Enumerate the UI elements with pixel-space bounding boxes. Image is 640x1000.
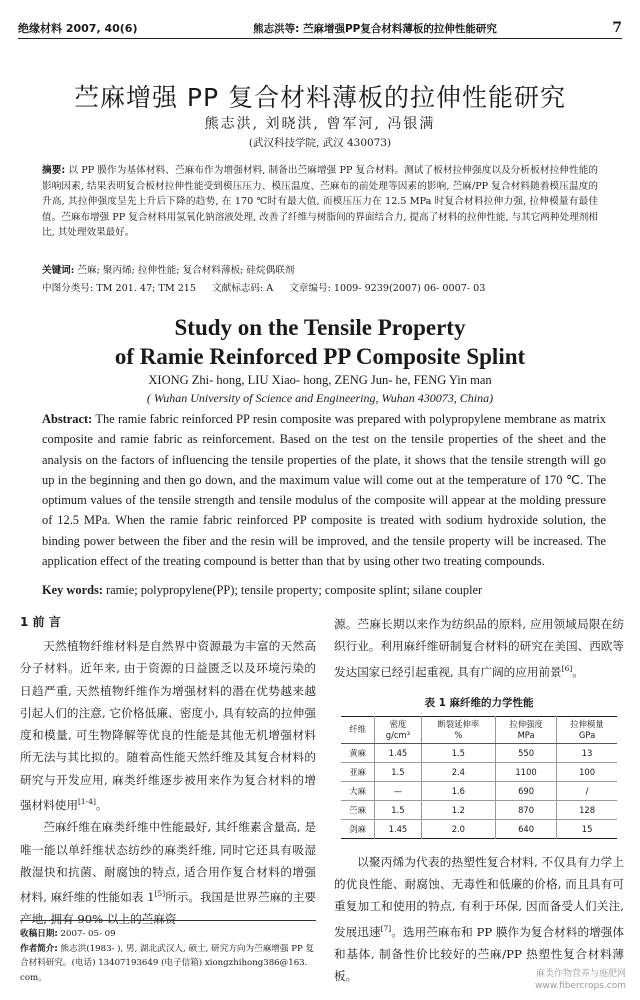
table-row <box>341 819 617 838</box>
table-cell: 690 <box>496 781 557 800</box>
citation: [7] <box>380 923 392 933</box>
classification-line <box>42 280 598 294</box>
english-keywords-text: ramie; polypropylene(PP); tensile property; composite splint; silane coupler <box>106 583 483 597</box>
table-cell: 1.2 <box>421 800 495 819</box>
chinese-keywords <box>42 262 598 276</box>
chinese-keywords-text: 苎麻; 聚丙烯; 拉伸性能; 复合材料薄板; 硅烷偶联剂 <box>77 265 295 276</box>
received-value: 2007- 05- 09 <box>60 929 116 939</box>
table-cell: 亚麻 <box>341 762 375 781</box>
table-cell: 2.4 <box>421 762 495 781</box>
english-keywords-label: Key words: <box>42 583 103 597</box>
english-abstract <box>42 409 606 571</box>
english-keywords <box>42 583 606 598</box>
table-row <box>341 781 617 800</box>
intro-paragraph-2-end: 所示。我国是世界苎麻的主要产地, 拥有 90% 以上的苎麻资 <box>20 889 316 927</box>
english-title-line1: Study on the Tensile Property <box>174 315 466 340</box>
clc-number: 中图分类号: TM 201. 47; TM 215 <box>42 283 197 294</box>
intro-paragraph-2 <box>20 816 316 930</box>
site-watermark <box>535 968 626 992</box>
polypropylene-paragraph <box>334 851 624 988</box>
table-cell: 1.5 <box>421 743 495 762</box>
chinese-authors: 熊志洪, 刘晓洪, 曾军河, 冯银满 <box>204 116 436 132</box>
table-caption: 表 1 麻纤维的力学性能 <box>424 696 534 709</box>
chinese-title: 苎麻增强 PP 复合材料薄板的拉伸性能研究 <box>73 83 567 112</box>
polypropylene-paragraph-end: 。选用苎麻布和 PP 膜作为复合材料的增强体和基体, 制备性价比较好的苎麻/PP 热塑性复合材料薄板。 <box>334 924 624 984</box>
watermark-line2: www.fibercrops.com <box>535 981 626 991</box>
running-header <box>18 18 622 39</box>
table-row <box>341 800 617 819</box>
table-cell: 13 <box>557 743 617 762</box>
table-cell: 100 <box>557 762 617 781</box>
table-cell: 1.45 <box>375 819 421 838</box>
continued-paragraph <box>334 613 624 683</box>
article-number: 文章编号: 1009- 9239(2007) 06- 0007- 03 <box>289 283 486 294</box>
received-label: 收稿日期: <box>20 929 58 939</box>
table-cell: 550 <box>496 743 557 762</box>
english-abstract-label: Abstract: <box>42 412 93 426</box>
intro-paragraph-1-end: 。 <box>95 797 108 812</box>
table-cell: 1.6 <box>421 781 495 800</box>
english-title <box>0 313 640 371</box>
table-cell: 1100 <box>496 762 557 781</box>
intro-paragraph-2-text: 苎麻纤维在麻类纤维中性能最好, 其纤维素含量高, 是唯一能以单纤维状态纺纱的麻类纤维, 同时它还具有吸湿散湿快和抗菌、耐腐蚀的特点, 适合用作复合材料的增强材料, 麻纤维的性能如表 1 <box>20 820 316 904</box>
table-cell: / <box>557 781 617 800</box>
continued-paragraph-text: 源。苎麻长期以来作为纺织品的原料, 应用领域局限在纺织行业。利用麻纤维研制复合材料的研究在美国、西欧等发达国家已经引起重视, 具有广阔的应用前景 <box>334 617 624 679</box>
received-date <box>20 927 316 942</box>
fiber-properties-table <box>341 716 617 839</box>
running-title: 熊志洪等: 苎麻增强PP复合材料薄板的拉伸性能研究 <box>253 22 497 35</box>
english-affiliation: ( Wuhan University of Science and Engineering, Wuhan 430073, China) <box>146 391 494 405</box>
intro-paragraph-1-text: 天然植物纤维材料是自然界中资源最为丰富的天然高分子材料。近年来, 由于资源的日益匮乏以及环境污染的日趋严重, 天然植物纤维作为增强材料的潜在优势越来越引起人们的注意, 它价格低廉、密度小, 具有较高的拉伸强度和模量, 可生物降解等优良的性能是其他无机增强材料所无法与其比拟的。随着高性能天然纤维及其复合材料的研究与开发应用, 麻类纤维逐步被用来作为复合材料的增强材料使用 <box>20 639 316 812</box>
citation: [6] <box>561 663 573 673</box>
table-cell: 1.45 <box>375 743 421 762</box>
table-cell: 1.5 <box>375 762 421 781</box>
chinese-abstract <box>42 163 598 241</box>
table-row <box>341 743 617 762</box>
polypropylene-paragraph-text: 以聚丙烯为代表的热塑性复合材料, 不仅具有力学上的优良性能、耐腐蚀、无毒性和低廉的价格, 而且具有可重复加工和使用的特点, 有利于环保, 因而备受人们关注, 发展迅速 <box>334 854 624 939</box>
page-number: 7 <box>612 20 622 36</box>
table-cell: — <box>375 781 421 800</box>
right-column <box>334 613 624 987</box>
table-header-row <box>341 716 617 743</box>
author-bio-label: 作者简介: <box>20 943 58 954</box>
watermark-line1: 麻类作物营养与施肥网 <box>535 969 626 979</box>
chinese-abstract-label: 摘要: <box>42 165 66 176</box>
table-cell: 大麻 <box>341 781 375 800</box>
table-cell: 2.0 <box>421 819 495 838</box>
left-column <box>20 613 316 931</box>
header-cell-tensile-modulus: 拉伸模量 GPa <box>557 716 617 743</box>
journal-info: 绝缘材料 2007, 40(6) <box>18 22 138 35</box>
table-cell: 1.5 <box>375 800 421 819</box>
section-heading-intro: 1 前 言 <box>20 615 61 629</box>
header-cell-fiber: 纤维 <box>341 716 375 743</box>
citation: [1-4] <box>77 797 96 807</box>
table-cell: 黄麻 <box>341 743 375 762</box>
table-cell: 剑麻 <box>349 823 366 834</box>
header-cell-tensile-strength: 拉伸强度 MPa <box>496 716 557 743</box>
header-cell-elongation: 断裂延伸率 % <box>421 716 495 743</box>
header-cell-density: 密度 g/cm³ <box>375 716 421 743</box>
table-cell: 640 <box>496 819 557 838</box>
english-abstract-text: The ramie fabric reinforced PP resin composite was prepared with polypropylene membrane as matrix composite and ramie fabric as reinforcement. Based on the test on the tensile properties of the sheet and the analysis on the factors of influencing the tensile properties of the plate, it shows that the tensile strength will go up in the beginning and then go down, and the maximum value will come out at the temperature of 170 ℃. The optimum values of the tensile strength and tensile modulus of the composite will appear at the molding pressure of 12.5 MPa. When the ramie fabric reinforced PP composite is treated with sodium hydroxide solution, the binding power between the fiber and the resin will be improved, and the tensile property will be increased. The application effect of the treating compound is better than that by using other two treating compounds. <box>42 412 606 569</box>
chinese-keywords-label: 关键词: <box>42 265 75 276</box>
table-cell: 870 <box>496 800 557 819</box>
english-title-line2: of Ramie Reinforced PP Composite Splint <box>114 344 526 369</box>
english-authors: XIONG Zhi- hong, LIU Xiao- hong, ZENG Jun- he, FENG Yin man <box>148 373 492 387</box>
table-row <box>341 762 617 781</box>
author-bio <box>20 942 316 986</box>
author-bio-text: 熊志洪(1983- ), 男, 湖北武汉人, 硕士, 研究方向为苎麻增强 PP 复合材料研究。(电话) 13407193649 (电子信箱) xiongzhihong386@163. com。 <box>20 943 315 983</box>
continued-paragraph-end: 。 <box>572 664 584 679</box>
table-cell: 苎麻 <box>341 800 375 819</box>
footnote <box>20 920 316 985</box>
intro-paragraph-1 <box>20 635 316 816</box>
chinese-affiliation: (武汉科技学院, 武汉 430073) <box>248 137 392 149</box>
table-cell: 128 <box>557 800 617 819</box>
chinese-abstract-text: 以 PP 膜作为基体材料、苎麻布作为增强材料, 制备出苎麻增强 PP 复合材料。测试了板材拉伸强度以及分析板材拉伸性能的影响因素, 结果表明复合板材拉伸性能受到模压压力、模压温度、苎麻布的前处理等因素的影响, 苎麻/PP 复合材料随着模压温度的升高, 其拉伸强度呈先上升后下降的趋势, 在 170 ℃时有最大值, 而模压压力在 12.5 MPa 时复合材料拉伸力强, 拉伸模量有最佳值。苎麻布增强 PP 复合材料用氢氧化钠溶液处理, 改善了纤维与树脂间的界面结合力, 提高了材料的拉伸性能, 与其它两种处理剂相比, 其处理效果最好。 <box>42 165 598 238</box>
document-code: 文献标志码: A <box>212 283 274 294</box>
table-cell: 15 <box>557 819 617 838</box>
citation: [5] <box>154 889 166 899</box>
